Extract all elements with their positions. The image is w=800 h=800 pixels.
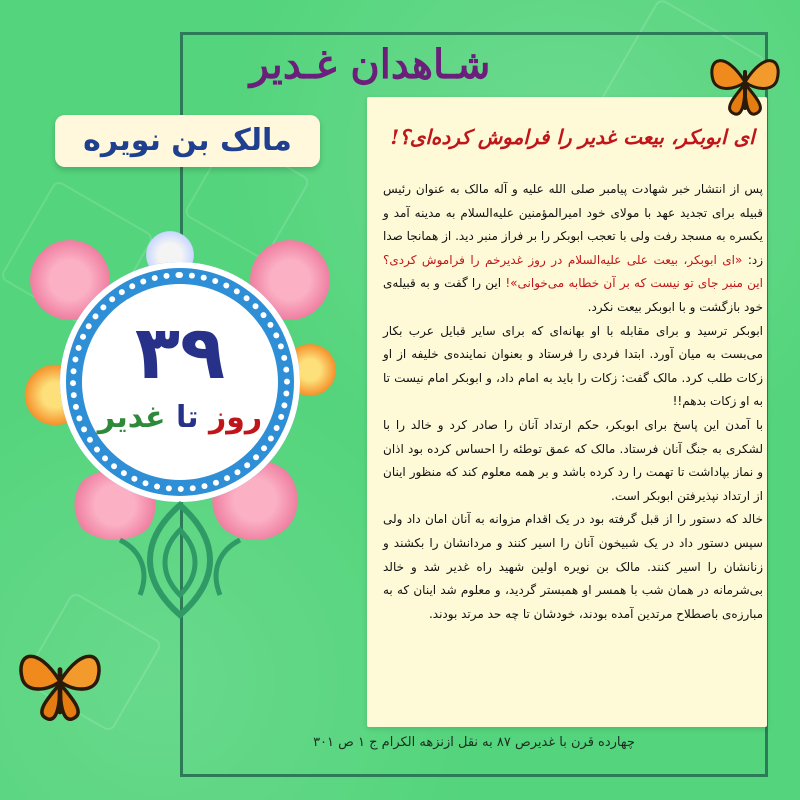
- subject-name: مالک بن نویره: [55, 115, 320, 167]
- butterfly-icon: [705, 40, 785, 125]
- article-paragraph: [383, 508, 763, 626]
- article-paragraph: [383, 414, 763, 508]
- article-text: با آمدن این پاسخ برای ابوبکر، حکم ارتداد آنان را صادر کرد و خالد را با لشکری به جنگ آنان فرستاد. مالک که عمق توطئه را احساس کرده بود اذان و نماز بپاداشت تا تهمت را رد کرده باشد و بر همه معلوم کند که منظور اینان از ارتداد نپذیرفتن ابوبکر است.: [383, 417, 763, 503]
- article-body: [383, 178, 763, 626]
- butterfly-icon: [10, 632, 110, 732]
- countdown-word-day: روز: [208, 400, 263, 435]
- article-paragraph: [383, 178, 763, 320]
- article-paragraph: [383, 320, 763, 414]
- article-text: این را گفت و به قبیله‌ی خود بازگشت و با ابوبکر بیعت نکرد.: [383, 276, 763, 314]
- source-citation: چهارده قرن با غدیرص ۸۷ به نقل ازنزهه الکرام ج ۱ ص ۳۰۱: [313, 735, 635, 750]
- countdown-number: ۳۹: [134, 310, 226, 396]
- article-text: ابوبکر ترسید و برای مقابله با او بهانه‌ای که برای سایر قبایل عرب بکار می‌بست به میان آورد. ابتدا فردی را فرستاد و بعنوان نماینده‌ی خلیفه از او زکات طلب کرد. مالک گفت: زکات را باید به امام داد، و ابوبکر امام نیست تا به او زکات بدهم!!: [383, 323, 763, 409]
- article-text: خالد که دستور را از قبل گرفته بود در یک اقدام مزوانه به آنان امان داد ولی سپس دستور داد در یک شبیخون آنان را اسیر کنند و مردانشان را بکشند و زنانشان را اسیر کنند. مالک بن نویره اولین شهید راه غدیر شد و خالد بی‌شرمانه در همان شب با همسر او همبستر گردید، و معلوم شد اینان که به مبارزه‌ی باصطلاح مرتدین آمده بودند، خودشان تا چه حد مرتد بودند.: [383, 512, 763, 621]
- page-title: شـاهدان غـدیر: [249, 41, 491, 88]
- article-heading: ای ابوبکر، بیعت غدیر را فراموش کرده‌ای؟!: [390, 125, 755, 149]
- ornament-icon: [100, 500, 260, 620]
- countdown-word-to: تا: [176, 400, 199, 435]
- article-text: پس از انتشار خبر شهادت پیامبر صلی الله علیه و آله مالک به عنوان رئیس قبیله برای تجدید عهد با مولای خود امیرالمؤمنین علیه‌السلام به مدینه آمد و یکسره به مسجد رفت ولی با تعجب ابوبکر را بر فراز منبر دید. از همانجا صدا زد:: [383, 182, 764, 267]
- countdown-label: [82, 398, 278, 438]
- countdown-word-event: غدیر: [97, 400, 166, 435]
- article-quote: «ای ابوبکر، بیعت علی علیه‌السلام در روز غدیرخم را فراموش کردی؟ این منبر جای تو نیست که بر آن خطابه می‌خوانی»!: [383, 252, 763, 291]
